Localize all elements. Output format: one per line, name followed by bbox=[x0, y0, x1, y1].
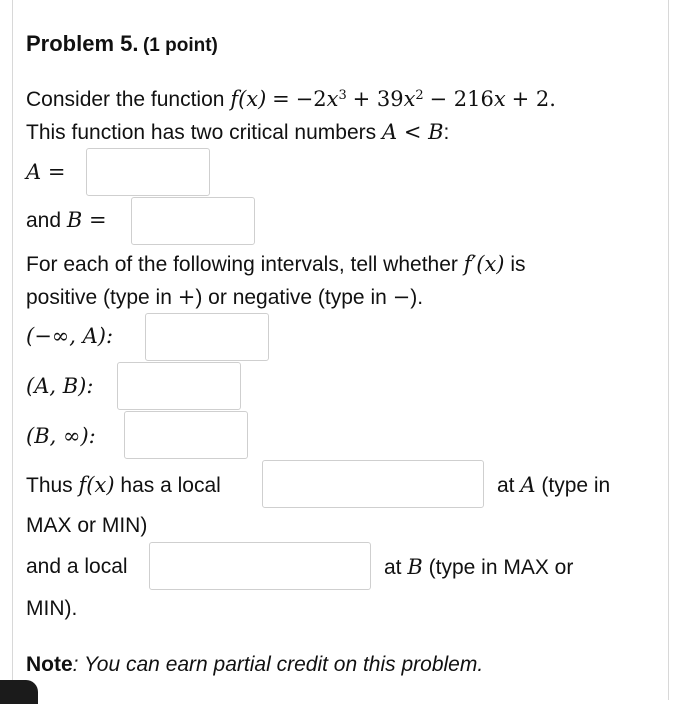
note-text: : You can earn partial credit on this problem. bbox=[72, 653, 484, 676]
at-b-pre: at bbox=[384, 556, 402, 579]
conclusion-line4: MIN). bbox=[26, 597, 78, 620]
function-name: f(x) bbox=[230, 87, 267, 111]
intervals-instruction-line1 bbox=[26, 251, 526, 278]
b-label-text: B = bbox=[66, 208, 107, 232]
a-label bbox=[26, 159, 65, 186]
minus-symbol: − bbox=[392, 285, 411, 309]
at-a-pre: at bbox=[497, 474, 515, 497]
problem-heading bbox=[26, 31, 218, 57]
fprime-text: f′(x) bbox=[463, 252, 505, 276]
b-input[interactable] bbox=[131, 197, 255, 245]
problem-title: Problem 5. bbox=[26, 31, 139, 56]
note-label: Note bbox=[26, 653, 73, 676]
at-b-post: (type in MAX or bbox=[428, 556, 574, 579]
thus-text: Thus bbox=[26, 474, 73, 497]
local-extremum-a-input[interactable] bbox=[262, 460, 484, 508]
negative-text: ) or negative (type in bbox=[195, 286, 387, 309]
a-label-text: A = bbox=[26, 160, 66, 184]
local-extremum-b-input[interactable] bbox=[149, 542, 371, 590]
equals-sign: = bbox=[272, 87, 290, 111]
problem-points: (1 point) bbox=[142, 35, 218, 56]
coef-neg2: −2 bbox=[295, 87, 327, 111]
plus-symbol: + bbox=[177, 285, 196, 309]
is-text: is bbox=[510, 253, 526, 276]
conclusion-fx: f(x) bbox=[78, 473, 115, 497]
exp-3: 3 bbox=[338, 87, 347, 103]
point-b: B bbox=[407, 555, 423, 579]
term-plus2: + 2. bbox=[511, 87, 556, 111]
var-x3: x bbox=[493, 87, 506, 111]
intervals-text: For each of the following intervals, tell whether bbox=[26, 253, 458, 276]
conclusion-line3-right bbox=[384, 554, 573, 581]
critical-text: This function has two critical numbers bbox=[26, 121, 377, 144]
and-text: and bbox=[26, 209, 62, 232]
colon: : bbox=[443, 121, 450, 144]
term-minus216: − 216 bbox=[429, 87, 494, 111]
var-x1: x bbox=[326, 87, 339, 111]
consider-text: Consider the function bbox=[26, 88, 225, 111]
conclusion-line2: MAX or MIN) bbox=[26, 514, 148, 537]
interval-input-3[interactable] bbox=[124, 411, 248, 459]
a-lt-b: A < B bbox=[381, 120, 444, 144]
interval-input-1[interactable] bbox=[145, 313, 269, 361]
conclusion-line1-right bbox=[497, 472, 610, 499]
interval-label-3: (B, ∞): bbox=[26, 424, 96, 448]
var-x2: x bbox=[403, 87, 416, 111]
point-a: A bbox=[520, 473, 536, 497]
function-statement bbox=[26, 86, 556, 113]
dark-corner-overlay bbox=[0, 680, 38, 704]
has-local-text: has a local bbox=[120, 474, 221, 497]
b-label bbox=[26, 207, 107, 234]
exp-2: 2 bbox=[415, 87, 424, 103]
a-input[interactable] bbox=[86, 148, 210, 196]
interval-label-1: (−∞, A): bbox=[26, 324, 114, 348]
intervals-instruction-line2 bbox=[26, 284, 423, 311]
at-a-post: (type in bbox=[541, 474, 611, 497]
note-line bbox=[26, 652, 483, 678]
critical-numbers-statement bbox=[26, 119, 449, 146]
end-text: ). bbox=[410, 286, 424, 309]
positive-text: positive (type in bbox=[26, 286, 172, 309]
interval-input-2[interactable] bbox=[117, 362, 241, 410]
interval-label-2: (A, B): bbox=[26, 374, 94, 398]
and-local-text: and a local bbox=[26, 555, 128, 578]
term-plus39: + 39 bbox=[352, 87, 404, 111]
conclusion-line1-left bbox=[26, 472, 221, 499]
